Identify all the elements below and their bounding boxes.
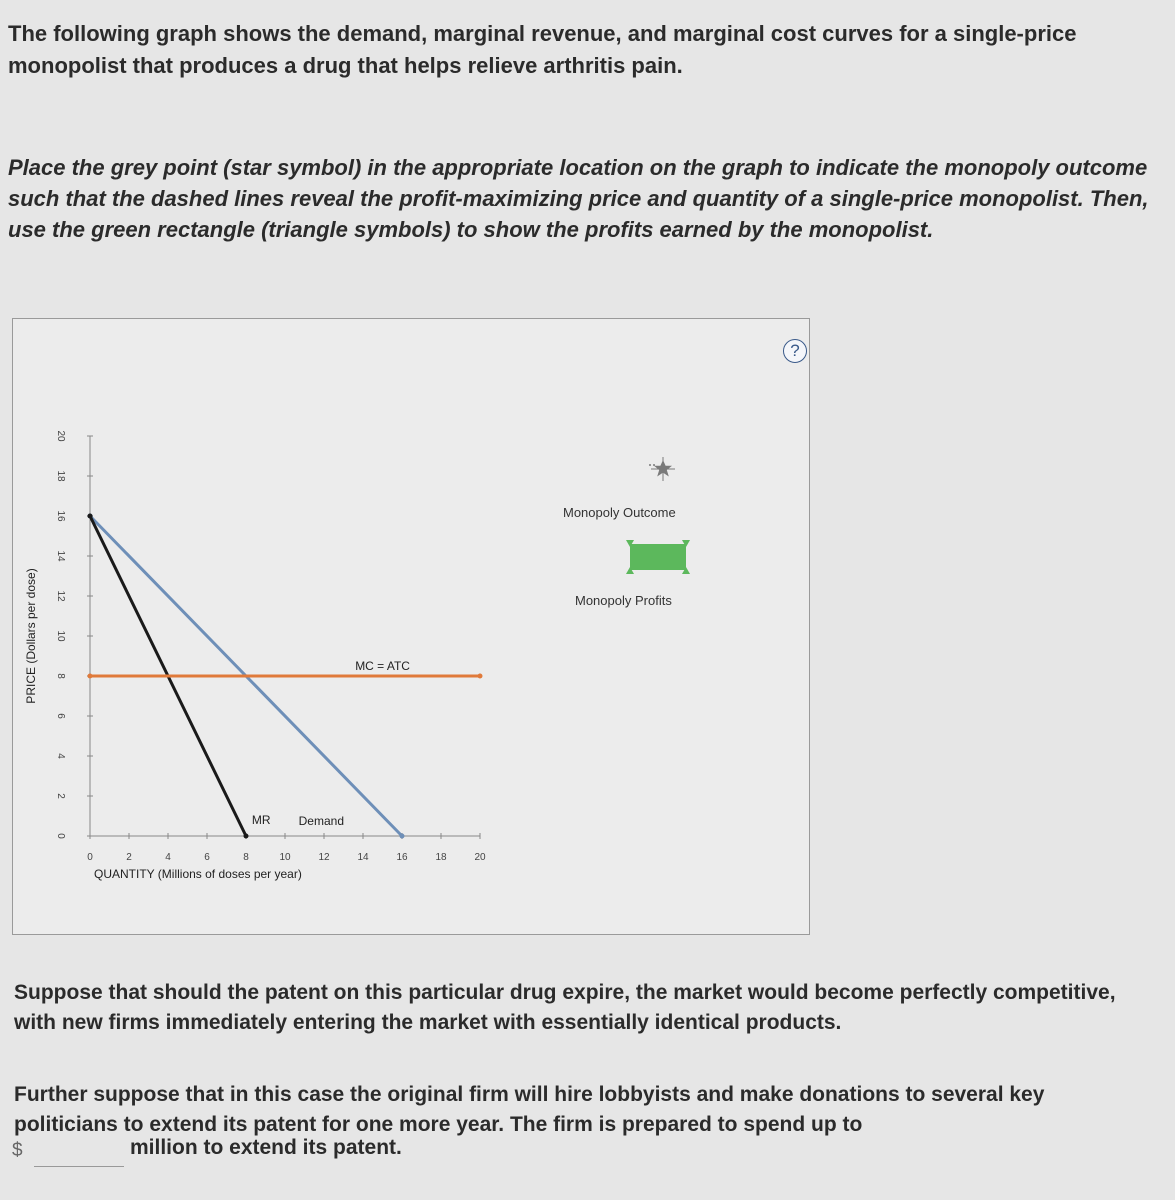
graph-panel — [12, 318, 810, 935]
mr-label: MR — [251, 813, 271, 827]
demand-label: Demand — [298, 814, 345, 828]
triangle-icon[interactable] — [626, 540, 690, 574]
x-tick-label: 20 — [474, 852, 486, 863]
answer-input[interactable] — [34, 1138, 124, 1167]
x-tick-label: 2 — [126, 852, 132, 863]
curve-endpoint — [88, 514, 93, 519]
x-tick-label: 6 — [204, 852, 210, 863]
paragraph-patent-expire: Suppose that should the patent on this particular drug expire, the market would become perfectly competitive, with new firms immediately entering the market with essentially identical products. — [14, 981, 1116, 1034]
question-instructions: Place the grey point (star symbol) in the appropriate location on the graph to indicate the monopoly outcome such that the dashed lines reveal the profit-maximizing price and quantity of a single-price monopolist. Then, use the green rectangle (triangle symbols) to show the profits earned by the monopolist. — [8, 155, 1149, 242]
paragraph-lobbyists: Further suppose that in this case the original firm will hire lobbyists and make donations to several key politicians to extend its patent for one more year. The firm is prepared to spend up to — [14, 1083, 1045, 1136]
dollar-sign: $ — [12, 1140, 23, 1161]
y-tick-label: 0 — [55, 833, 66, 839]
y-tick-label: 8 — [55, 673, 66, 679]
monopoly-outcome-label: Monopoly Outcome — [563, 505, 676, 520]
curve-endpoint — [478, 674, 483, 679]
y-tick-label: 18 — [55, 470, 66, 482]
x-tick-label: 16 — [396, 852, 408, 863]
y-tick-label: 20 — [55, 430, 66, 442]
curve-endpoint — [88, 674, 93, 679]
x-tick-label: 14 — [357, 852, 369, 863]
y-tick-label: 14 — [55, 550, 66, 562]
y-tick-label: 10 — [55, 630, 66, 642]
x-tick-label: 12 — [318, 852, 330, 863]
y-tick-label: 16 — [55, 510, 66, 522]
question-intro: The following graph shows the demand, marginal revenue, and marginal cost curves for a single-price monopolist that produces a drug that helps relieve arthritis pain. — [8, 21, 1077, 78]
star-icon[interactable] — [649, 457, 675, 481]
x-tick-label: 0 — [87, 852, 93, 863]
x-tick-label: 10 — [279, 852, 291, 863]
y-tick-label: 2 — [55, 793, 66, 799]
mc-atc-label: MC = ATC — [355, 659, 410, 673]
y-tick-label: 12 — [55, 590, 66, 602]
curve-endpoint — [244, 834, 249, 839]
y-axis-label: PRICE (Dollars per dose) — [24, 568, 38, 704]
x-tick-label: 4 — [165, 852, 171, 863]
x-axis-label: QUANTITY (Millions of doses per year) — [94, 867, 302, 881]
help-button[interactable]: ? — [783, 339, 807, 363]
monopoly-graph[interactable] — [13, 319, 809, 934]
y-tick-label: 4 — [55, 753, 66, 759]
monopoly-profits-label: Monopoly Profits — [575, 593, 672, 608]
curve-endpoint — [400, 834, 405, 839]
x-tick-label: 18 — [435, 852, 447, 863]
answer-suffix: million to extend its patent. — [130, 1136, 402, 1159]
x-tick-label: 8 — [243, 852, 249, 863]
y-tick-label: 6 — [55, 713, 66, 719]
